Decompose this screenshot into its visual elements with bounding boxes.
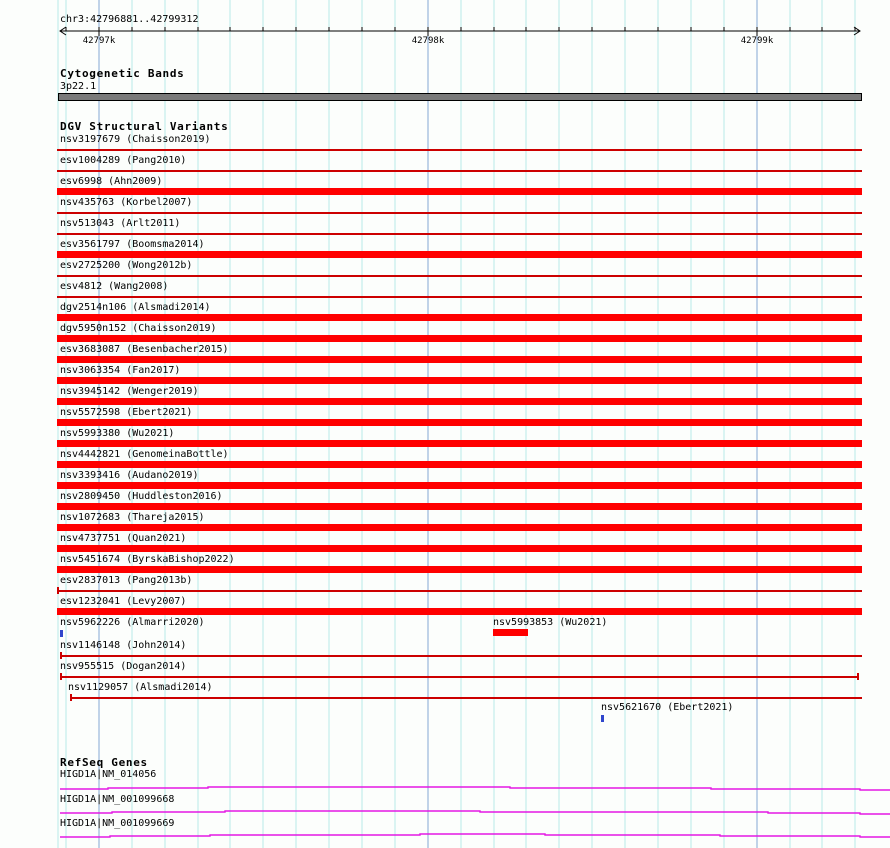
variant-bar[interactable]	[70, 697, 862, 699]
variant-bar[interactable]	[57, 275, 862, 277]
cytoband-bar[interactable]	[58, 93, 862, 101]
variant-label[interactable]: nsv1129057 (Alsmadi2014)	[68, 682, 213, 693]
variant-bar[interactable]	[57, 296, 862, 298]
variant-bar[interactable]	[57, 419, 862, 426]
variant-bar[interactable]	[57, 377, 862, 384]
variant-bar[interactable]	[493, 629, 528, 636]
variant-bar[interactable]	[57, 251, 862, 258]
variant-label[interactable]: nsv5572598 (Ebert2021)	[60, 407, 193, 418]
variant-bar[interactable]	[57, 149, 862, 151]
variant-label[interactable]: nsv3945142 (Wenger2019)	[60, 386, 199, 397]
variant-bar[interactable]	[57, 335, 862, 342]
gene-line[interactable]	[60, 811, 890, 814]
variant-insertion-tick[interactable]	[60, 630, 63, 637]
region-title: chr3:42796881..42799312	[60, 14, 199, 25]
variant-label[interactable]: esv3561797 (Boomsma2014)	[60, 239, 205, 250]
variant-left-tick	[70, 694, 72, 701]
variant-bar[interactable]	[57, 482, 862, 489]
variant-bar[interactable]	[57, 461, 862, 468]
cytoband-label: 3p22.1	[60, 81, 97, 92]
variant-left-tick	[60, 652, 62, 659]
variant-label[interactable]: nsv5962226 (Almarri2020)	[60, 617, 205, 628]
variant-left-tick	[60, 673, 62, 680]
gene-label[interactable]: HIGD1A|NM_014056	[60, 769, 157, 780]
variant-label[interactable]: esv6998 (Ahn2009)	[60, 176, 163, 187]
gene-label[interactable]: HIGD1A|NM_001099669	[60, 818, 175, 829]
dgv-header: DGV Structural Variants	[60, 120, 229, 133]
variant-label[interactable]: nsv4737751 (Quan2021)	[60, 533, 187, 544]
variant-bar[interactable]	[57, 524, 862, 531]
variant-bar[interactable]	[57, 356, 862, 363]
variant-label[interactable]: nsv5621670 (Ebert2021)	[601, 702, 734, 713]
variant-bar[interactable]	[60, 655, 862, 657]
variant-label[interactable]: nsv435763 (Korbel2007)	[60, 197, 193, 208]
variant-label[interactable]: dgv5950n152 (Chaisson2019)	[60, 323, 217, 334]
ruler-tick-label: 42798k	[411, 36, 445, 46]
variant-label[interactable]: dgv2514n106 (Alsmadi2014)	[60, 302, 211, 313]
variant-bar[interactable]	[57, 590, 862, 592]
variant-label[interactable]: nsv1072683 (Thareja2015)	[60, 512, 205, 523]
variant-bar[interactable]	[57, 233, 862, 235]
variant-label[interactable]: nsv5993380 (Wu2021)	[60, 428, 175, 439]
variant-label[interactable]: nsv5993853 (Wu2021)	[493, 617, 608, 628]
variant-left-tick	[57, 587, 59, 594]
variant-bar[interactable]	[57, 566, 862, 573]
variant-insertion-tick[interactable]	[601, 715, 604, 722]
variant-label[interactable]: esv4812 (Wang2008)	[60, 281, 169, 292]
ruler-tick-label: 42799k	[740, 36, 774, 46]
variant-label[interactable]: esv1004289 (Pang2010)	[60, 155, 187, 166]
variant-bar[interactable]	[57, 314, 862, 321]
gene-line[interactable]	[60, 787, 890, 790]
gene-line[interactable]	[60, 834, 890, 837]
variant-bar[interactable]	[57, 170, 862, 172]
variant-label[interactable]: nsv513043 (Arlt2011)	[60, 218, 181, 229]
variant-label[interactable]: nsv4442821 (GenomeinaBottle)	[60, 449, 229, 460]
variant-label[interactable]: nsv3197679 (Chaisson2019)	[60, 134, 211, 145]
variant-label[interactable]: nsv5451674 (ByrskaBishop2022)	[60, 554, 235, 565]
variant-label[interactable]: nsv955515 (Dogan2014)	[60, 661, 187, 672]
variant-label[interactable]: esv1232041 (Levy2007)	[60, 596, 187, 607]
variant-bar[interactable]	[57, 212, 862, 214]
variant-label[interactable]: nsv3063354 (Fan2017)	[60, 365, 181, 376]
variant-bar[interactable]	[57, 440, 862, 447]
coordinate-ruler[interactable]	[60, 27, 860, 36]
variant-bar[interactable]	[57, 398, 862, 405]
variant-label[interactable]: esv3683087 (Besenbacher2015)	[60, 344, 229, 355]
variant-bar[interactable]	[57, 503, 862, 510]
variant-bar[interactable]	[57, 188, 862, 195]
variant-bar[interactable]	[57, 608, 862, 615]
gene-label[interactable]: HIGD1A|NM_001099668	[60, 794, 175, 805]
variant-label[interactable]: nsv3393416 (Audano2019)	[60, 470, 199, 481]
variant-label[interactable]: esv2837013 (Pang2013b)	[60, 575, 193, 586]
variant-right-tick	[857, 673, 859, 680]
variant-bar[interactable]	[60, 676, 859, 678]
variant-bar[interactable]	[57, 545, 862, 552]
ruler-tick-label: 42797k	[82, 36, 116, 46]
variant-label[interactable]: nsv1146148 (John2014)	[60, 640, 187, 651]
cytobands-header: Cytogenetic Bands	[60, 67, 185, 80]
refseq-header: RefSeq Genes	[60, 756, 148, 769]
variant-label[interactable]: esv2725200 (Wong2012b)	[60, 260, 193, 271]
variant-label[interactable]: nsv2809450 (Huddleston2016)	[60, 491, 223, 502]
